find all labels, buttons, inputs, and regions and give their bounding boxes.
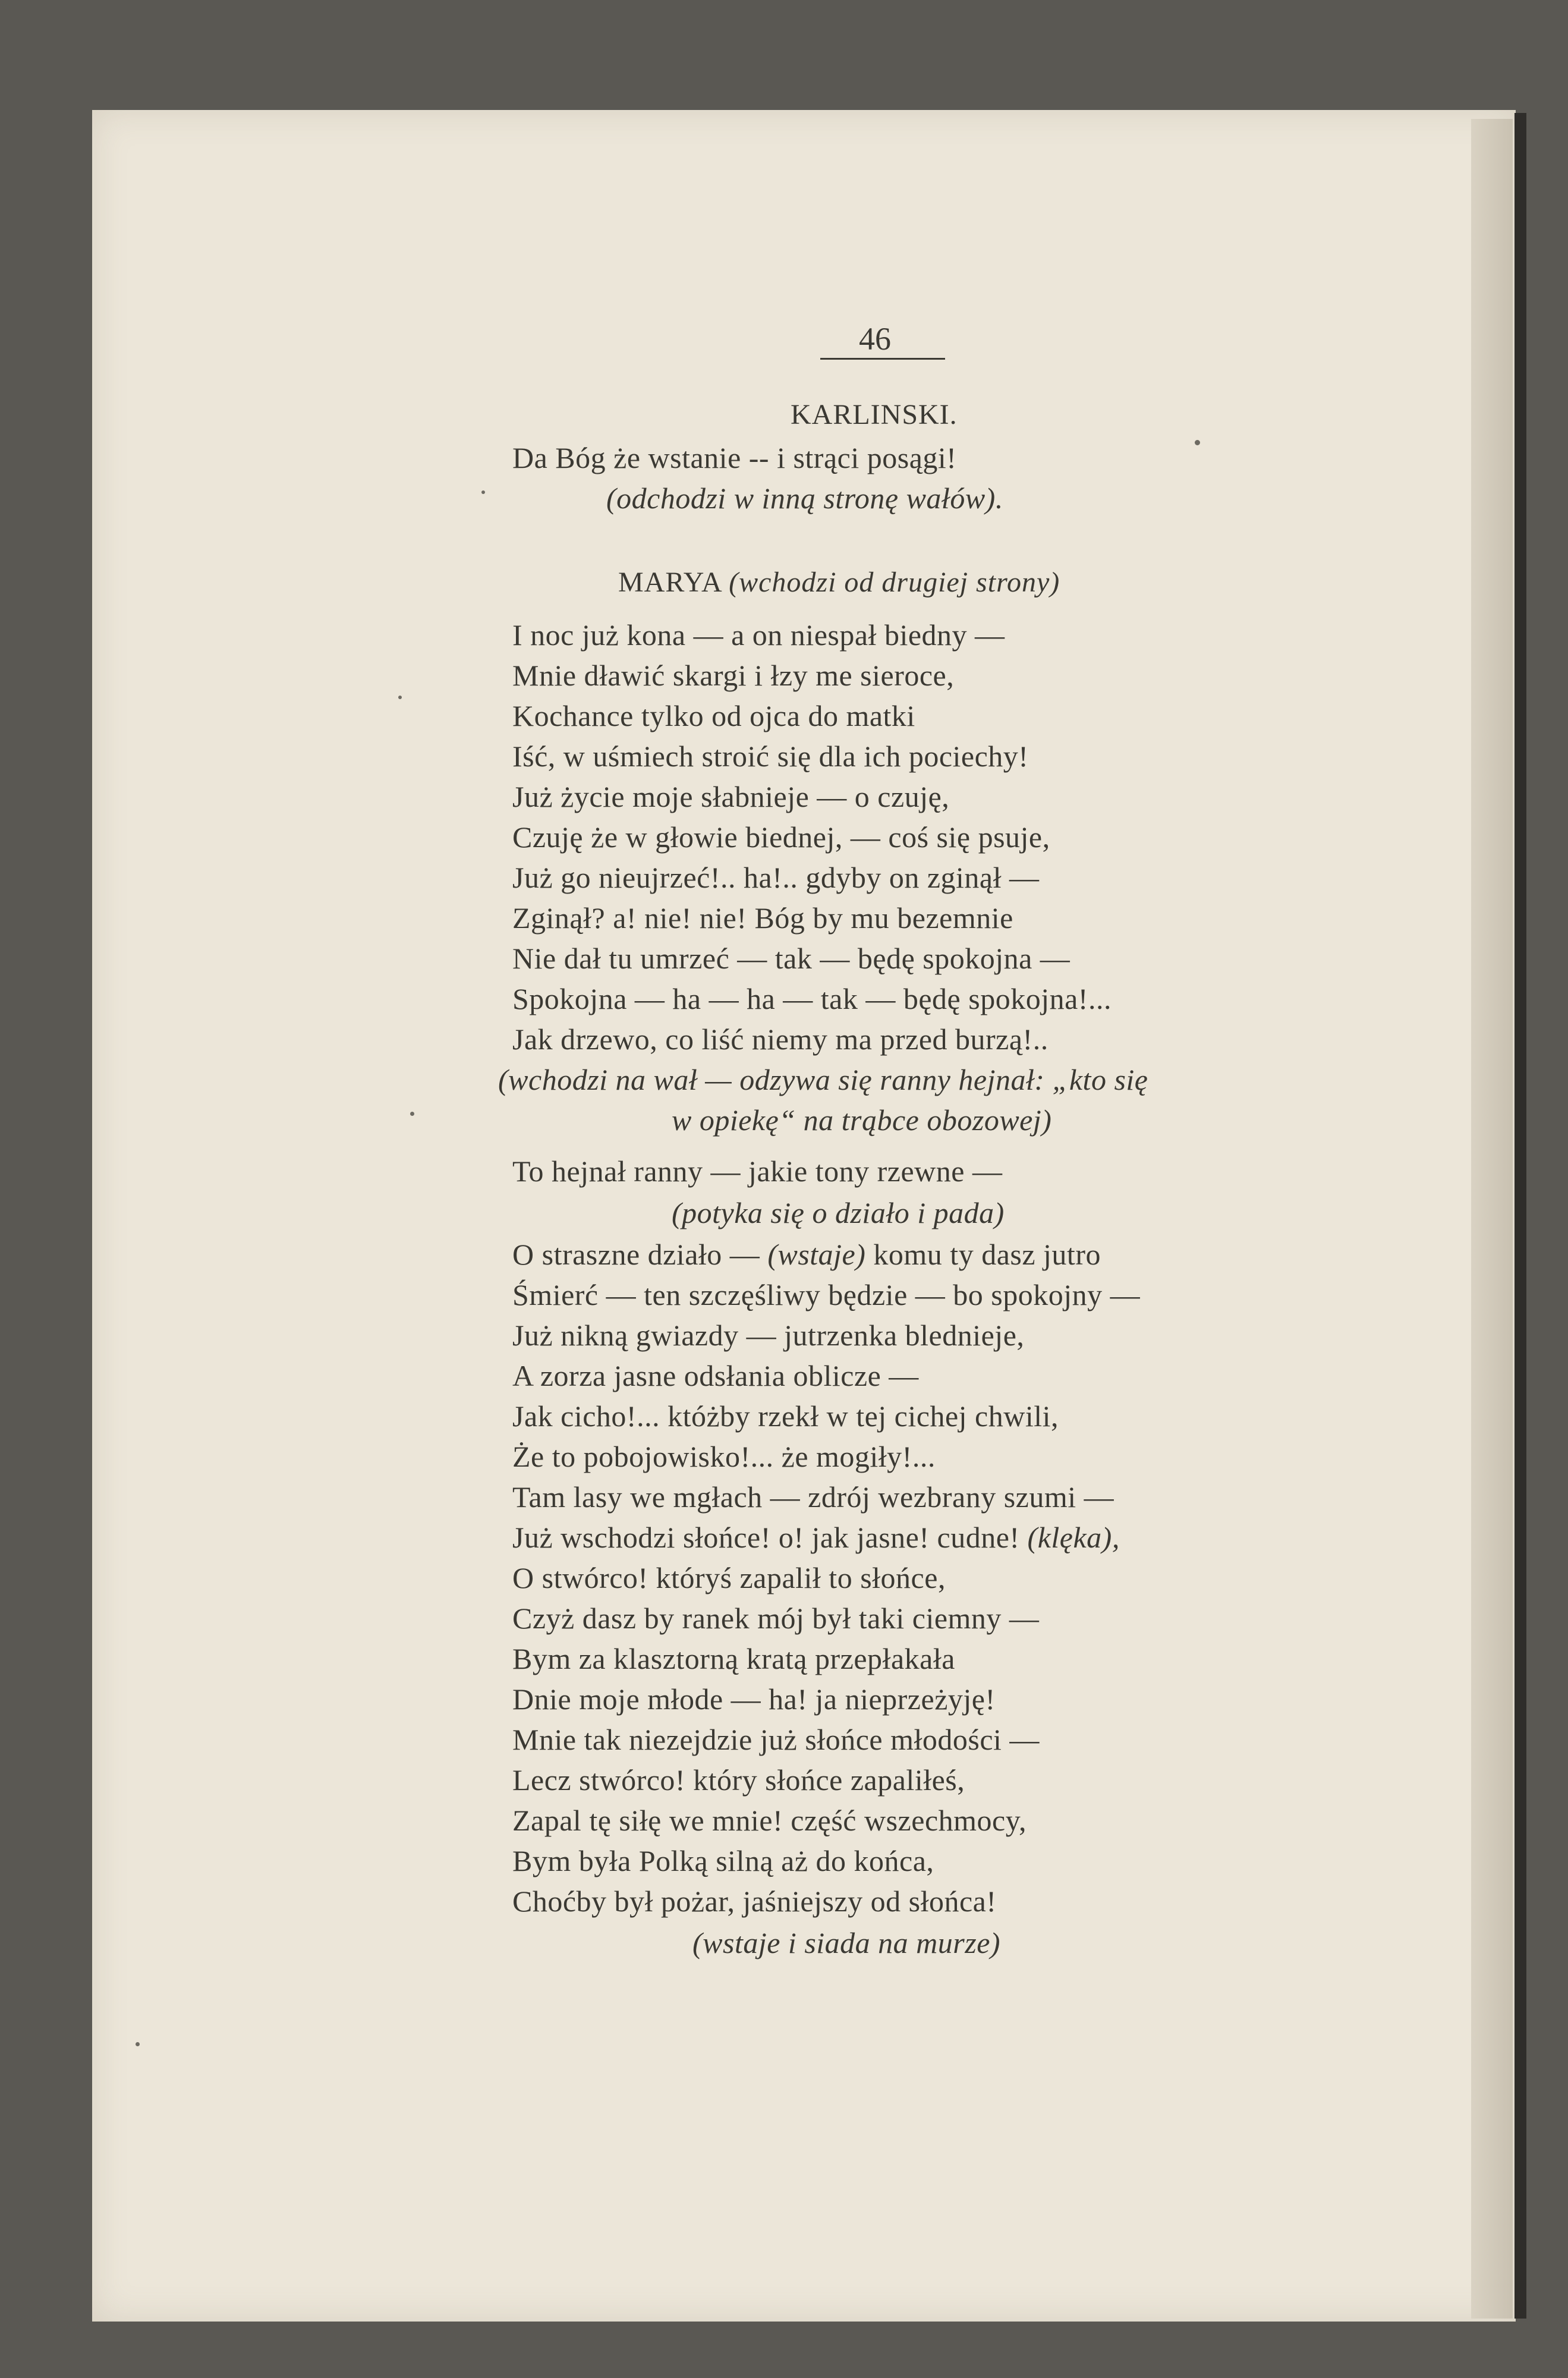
stage-direction: (odchodzi w inną stronę wałów). [606, 482, 1003, 515]
verse-line: Jak cicho!... któżby rzekł w tej cichej chwili, [512, 1399, 1059, 1433]
stage-direction: (wchodzi od drugiej strony) [729, 567, 1060, 598]
stage-direction: (klęka), [1027, 1521, 1120, 1554]
page-number-rule [820, 358, 945, 360]
page-number: 46 [859, 321, 891, 357]
verse-line: A zorza jasne odsłania oblicze — [512, 1359, 919, 1392]
scan-speck [481, 490, 485, 494]
verse-line: Już życie moje słabnieje — o czuję, [512, 780, 950, 813]
verse-line: Czyż dasz by ranek mój był taki ciemny — [512, 1602, 1040, 1635]
verse-line: Bym była Polką silną aż do końca, [512, 1844, 934, 1877]
verse-line: Dnie moje młode — ha! ja nieprzeżyję! [512, 1682, 996, 1716]
stage-direction: (wstaje) [767, 1238, 866, 1271]
verse-line [512, 1237, 1101, 1272]
verse-line: Już nikną gwiazdy — jutrzenka blednieje, [512, 1319, 1025, 1352]
stage-direction: (wchodzi na wał — odzywa się ranny hejnał: „kto się [498, 1063, 1148, 1096]
verse-line: Nie dał tu umrzeć — tak — będę spokojna — [512, 942, 1070, 975]
speaker-heading [618, 565, 1060, 600]
stage-direction: (potyka się o działo i pada) [672, 1196, 1005, 1229]
verse-line: Mnie dławić skargi i łzy me sieroce, [512, 659, 955, 692]
verse-fragment: Już wschodzi słońce! o! jak jasne! cudne! [512, 1521, 1020, 1554]
verse-line: Już go nieujrzeć!.. ha!.. gdyby on zginął — [512, 861, 1040, 894]
verse-line: O stwórco! któryś zapalił to słońce, [512, 1561, 946, 1594]
verse-line: Kochance tylko od ojca do matki [512, 699, 915, 732]
scan-speck [1195, 440, 1200, 445]
verse-fragment: komu ty dasz jutro [873, 1238, 1101, 1271]
verse-line [512, 1520, 1120, 1555]
stage-direction: w opiekę“ na trąbce obozowej) [672, 1103, 1052, 1137]
verse-line: Choćby był pożar, jaśniejszy od słońca! [512, 1885, 997, 1918]
verse-line: Bym za klasztorną kratą przepłakała [512, 1642, 955, 1675]
verse-line: Lecz stwórco! który słońce zapaliłeś, [512, 1763, 965, 1797]
scan-speck [398, 696, 402, 699]
verse-line: Czuję że w głowie biednej, — coś się psuje, [512, 820, 1050, 854]
verse-fragment: O straszne działo — [512, 1238, 760, 1271]
verse-line: Da Bóg że wstanie -- i strąci posągi! [512, 441, 957, 474]
speaker-name: MARYA [618, 567, 722, 598]
verse-line: Spokojna — ha — ha — tak — będę spokojna!... [512, 982, 1112, 1015]
verse-line: Śmierć — ten szczęśliwy będzie — bo spokojny — [512, 1278, 1141, 1311]
verse-line: Tam lasy we mgłach — zdrój wezbrany szumi — [512, 1480, 1114, 1514]
stage-direction: (wstaje i siada na murze) [692, 1926, 1001, 1959]
scan-speck [136, 2042, 140, 2046]
scan-speck [410, 1112, 414, 1116]
verse-line: I noc już kona — a on niespał biedny — [512, 618, 1005, 652]
verse-line: Zapal tę siłę we mnie! część wszechmocy, [512, 1804, 1027, 1837]
verse-line: Mnie tak niezejdzie już słońce młodości — [512, 1723, 1040, 1756]
verse-line: Jak drzewo, co liść niemy ma przed burzą!.. [512, 1023, 1049, 1056]
verse-line: Iść, w uśmiech stroić się dla ich pociechy! [512, 740, 1029, 773]
verse-line: Że to pobojowisko!... że mogiły!... [512, 1440, 936, 1473]
verse-line: Zginął? a! nie! nie! Bóg by mu bezemnie [512, 901, 1013, 935]
speaker-name: KARLINSKI. [791, 399, 958, 430]
verse-line: To hejnał ranny — jakie tony rzewne — [512, 1155, 1003, 1188]
